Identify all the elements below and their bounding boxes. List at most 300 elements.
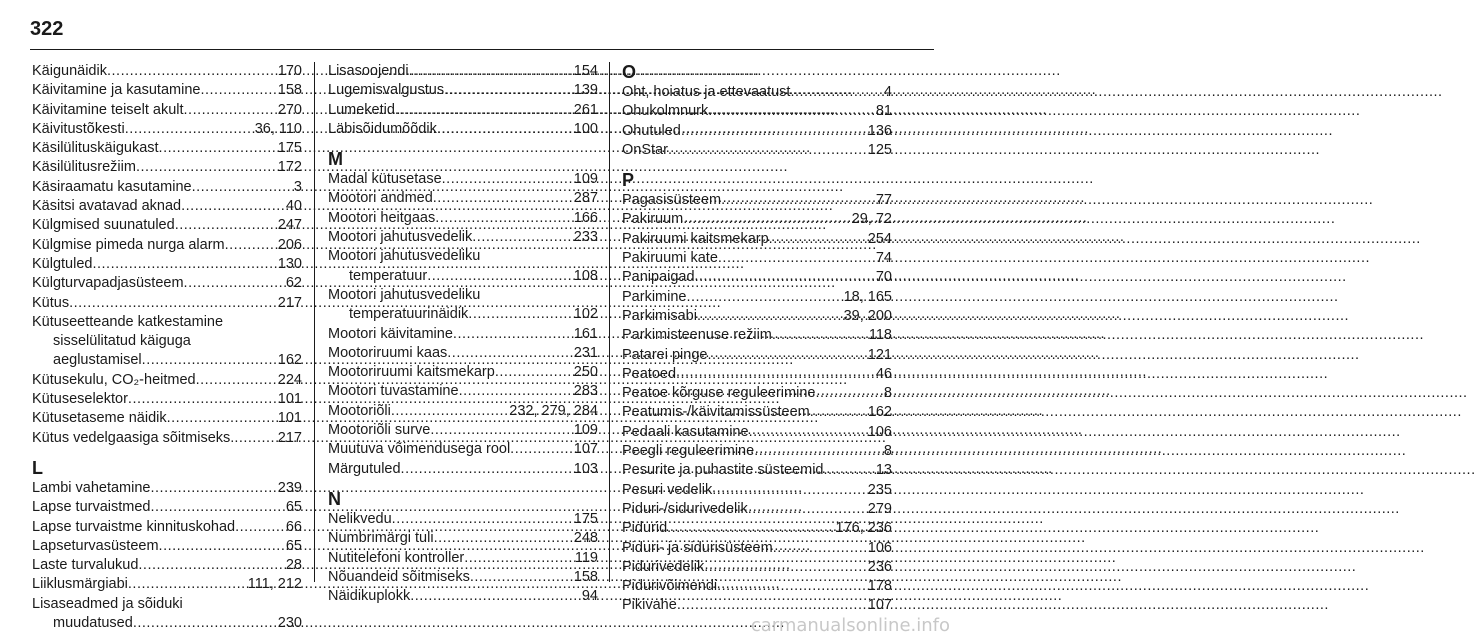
index-entry	[32, 518, 302, 537]
dot-leader	[409, 62, 573, 81]
dot-leader	[453, 325, 573, 344]
dot-leader	[707, 346, 866, 365]
section-letter: N	[328, 488, 341, 509]
entry-page: 118	[868, 327, 892, 344]
dot-leader	[234, 429, 276, 448]
entry-page: 39, 200	[843, 307, 892, 324]
index-entry	[622, 249, 892, 268]
index-entry	[622, 500, 892, 519]
index-entry	[32, 294, 302, 313]
entry-page: 74	[875, 250, 892, 267]
index-entry	[622, 288, 892, 307]
index-entry	[32, 575, 302, 594]
index-entry	[328, 209, 598, 228]
index-entry	[328, 228, 598, 247]
entry-term: Mootori tuvastamine	[328, 383, 459, 400]
dot-leader	[433, 189, 573, 208]
dot-leader	[495, 363, 573, 382]
dot-leader	[697, 307, 843, 326]
entry-term: Patarei pinge	[622, 346, 708, 363]
entry-page: 270	[277, 101, 302, 118]
index-entry	[622, 326, 892, 345]
index-entry	[32, 614, 302, 633]
entry-term: Kütuseetteande katkestamine	[32, 313, 224, 330]
index-entry	[32, 556, 302, 575]
entry-page: 230	[277, 615, 302, 632]
dot-leader	[69, 294, 277, 313]
entry-term: Käsitsi avatavad aknad	[32, 198, 182, 215]
dot-leader	[748, 500, 867, 519]
entry-term: Pikivahe	[622, 597, 677, 614]
dot-leader	[192, 178, 293, 197]
dot-leader	[754, 442, 883, 461]
column-divider	[314, 62, 315, 582]
entry-term: Pidurivõimendi	[622, 578, 718, 595]
entry-term: Liiklusmärgiabi	[32, 576, 128, 593]
entry-term: Käsilülitusrežiim	[32, 159, 136, 176]
index-entry	[622, 403, 892, 422]
dot-leader	[667, 519, 834, 538]
page-number: 322	[30, 18, 64, 40]
entry-page: 109	[573, 171, 598, 188]
entry-page: 235	[867, 481, 892, 498]
entry-page: 81	[875, 103, 892, 120]
dot-leader	[468, 305, 573, 324]
entry-page: 106	[867, 423, 892, 440]
entry-page: 161	[573, 325, 598, 342]
entry-page: 8	[883, 385, 892, 402]
entry-term: Ohutuled	[622, 122, 681, 139]
index-entry	[32, 390, 302, 409]
index-entry	[32, 62, 302, 81]
entry-term: Külgturvapadjasüsteem	[32, 275, 184, 292]
dot-leader	[773, 539, 867, 558]
dot-leader	[472, 228, 573, 247]
entry-page: 125	[867, 141, 892, 158]
index-entry	[328, 286, 598, 305]
index-entry	[32, 216, 302, 235]
dot-leader	[184, 274, 285, 293]
index-entry	[328, 247, 598, 266]
index-entry	[328, 549, 598, 568]
entry-term: Madal kütusetase	[328, 171, 442, 188]
entry-term: Nelikvedu	[328, 510, 392, 527]
entry-page: 239	[277, 479, 302, 496]
dot-leader	[681, 122, 867, 141]
entry-page: 176, 236	[835, 520, 892, 537]
dot-leader	[401, 460, 573, 479]
entry-page: 172	[277, 159, 302, 176]
index-entry	[328, 305, 598, 324]
entry-page: 107	[867, 597, 892, 614]
dot-leader	[749, 423, 867, 442]
index-entry	[328, 402, 598, 421]
entry-term: Lisasoojendi	[328, 63, 409, 79]
entry-page: 236	[867, 558, 892, 575]
entry-term: Külgmise pimeda nurga alarm	[32, 236, 225, 253]
entry-term: Parkimisabi	[622, 307, 697, 324]
index-entry	[328, 120, 598, 139]
entry-page: 121	[867, 346, 892, 363]
index-entry	[622, 539, 892, 558]
index-entry	[32, 429, 302, 448]
dot-leader	[128, 575, 247, 594]
entry-page: 154	[573, 63, 598, 79]
index-entry	[622, 102, 892, 121]
entry-term: Parkimine	[622, 288, 687, 305]
entry-term: Lapse turvaistmed	[32, 499, 151, 516]
dot-leader	[136, 158, 277, 177]
entry-page: 62	[285, 275, 302, 292]
entry-term: Mootori jahutusvedeliku	[328, 286, 481, 303]
entry-term: Peatoe kõrguse reguleerimine	[622, 385, 816, 402]
entry-page: 175	[277, 140, 302, 157]
index-entry	[32, 139, 302, 158]
entry-term: Peatoed	[622, 365, 677, 382]
entry-page: 119	[574, 549, 598, 566]
entry-term: Lumeketid	[328, 101, 395, 118]
entry-term: Pesuri vedelik	[622, 481, 713, 498]
dot-leader	[196, 371, 277, 390]
entry-page: 102	[573, 306, 598, 323]
entry-term: Pesurite ja puhastite süsteemid	[622, 462, 824, 479]
index-entry	[622, 481, 892, 500]
entry-page: 65	[285, 537, 302, 554]
entry-term: Käsiraamatu kasutamine	[32, 178, 192, 195]
index-entry	[32, 120, 302, 139]
dot-leader	[434, 529, 573, 548]
index-entry	[32, 255, 302, 274]
index-entry	[622, 141, 892, 160]
index-entry	[328, 344, 598, 363]
dot-leader	[708, 102, 875, 121]
entry-term: Pidurivedelik	[622, 558, 705, 575]
index-entry	[622, 346, 892, 365]
index-entry	[328, 267, 598, 286]
entry-term: Mootori jahutusvedeliku	[328, 248, 481, 265]
index-entry	[328, 510, 598, 529]
dot-leader	[107, 62, 277, 81]
entry-term: Kütusekulu, CO₂-heitmed	[32, 371, 196, 388]
entry-term: Laste turvalukud	[32, 557, 139, 574]
dot-leader	[815, 384, 882, 403]
entry-term: Panipaigad	[622, 269, 695, 286]
entry-term: Käivitamine ja kasutamine	[32, 82, 201, 99]
index-entry	[32, 236, 302, 255]
index-entry	[622, 191, 892, 210]
entry-page: 217	[277, 429, 302, 446]
entry-page: 247	[277, 217, 302, 234]
entry-term: Pidurid	[622, 520, 668, 537]
dot-leader	[510, 440, 573, 459]
dot-leader	[410, 587, 581, 606]
entry-page: 107	[573, 441, 598, 458]
entry-term: Pakiruum	[622, 211, 684, 228]
entry-page: 162	[867, 404, 892, 421]
index-entry	[32, 595, 302, 614]
entry-page: 287	[573, 190, 598, 207]
dot-leader	[442, 170, 573, 189]
dot-leader	[395, 101, 573, 120]
entry-term: Mootoriõli	[328, 402, 391, 419]
entry-page: 158	[573, 568, 598, 585]
entry-page: 233	[573, 229, 598, 246]
dot-leader	[677, 596, 867, 615]
dot-leader	[430, 421, 572, 440]
entry-term: sisselülitatud käiguga	[53, 333, 191, 350]
entry-page: 4	[883, 84, 892, 100]
section-letter: O	[622, 62, 637, 82]
entry-page: 232, 279, 284	[509, 402, 598, 419]
entry-page: 217	[277, 294, 302, 311]
entry-page: 8	[883, 443, 892, 460]
index-entry	[32, 371, 302, 390]
entry-page: 66	[285, 518, 302, 535]
entry-page: 279	[867, 500, 892, 517]
entry-term: Parkimisteenuse režiim	[622, 327, 772, 344]
entry-term: Näidikuplokk	[328, 588, 411, 605]
entry-page: 136	[867, 122, 892, 139]
entry-page: 18, 165	[843, 288, 892, 305]
index-entry	[32, 101, 302, 120]
entry-page: 36, 110	[254, 120, 302, 137]
entry-term: Külgtuled	[32, 255, 93, 272]
index-entry	[32, 498, 302, 517]
index-entry	[32, 274, 302, 293]
index-entry	[328, 382, 598, 401]
index-entry	[328, 62, 598, 81]
entry-term: Numbrimärgi tuli	[328, 530, 434, 547]
dot-leader	[686, 288, 842, 307]
entry-term: Mootori käivitamine	[328, 325, 453, 342]
index-entry	[32, 479, 302, 498]
dot-leader	[133, 614, 277, 633]
dot-leader	[676, 365, 875, 384]
entry-page: 101	[277, 410, 302, 427]
dot-leader	[159, 537, 285, 556]
entry-page: 13	[875, 462, 892, 479]
entry-term: Pedaali kasutamine	[622, 423, 749, 440]
index-column-1	[32, 62, 302, 633]
index-entry	[328, 325, 598, 344]
dot-leader	[695, 268, 875, 287]
index-entry	[622, 365, 892, 384]
index-entry	[32, 409, 302, 428]
watermark: carmanualsonline.info	[750, 615, 950, 636]
index-column-2	[328, 62, 598, 606]
index-entry	[32, 537, 302, 556]
index-entry	[32, 313, 302, 332]
entry-term: Piduri-/sidurivedelik	[622, 500, 748, 517]
dot-leader	[470, 568, 573, 587]
entry-term: Pagasisüsteem	[622, 192, 722, 209]
index-entry	[32, 178, 302, 197]
section-letter: P	[622, 170, 635, 191]
dot-leader	[810, 403, 867, 422]
entry-term: temperatuurinäidik	[349, 306, 469, 323]
section-letter: L	[32, 457, 43, 478]
entry-term: Käigunäidik	[32, 63, 107, 79]
index-entry	[622, 519, 892, 538]
dot-leader	[181, 197, 285, 216]
dot-leader	[704, 558, 867, 577]
entry-term: Märgutuled	[328, 460, 401, 477]
entry-page: 106	[867, 539, 892, 556]
dot-leader	[464, 549, 574, 568]
entry-term: Ohukolmnurk	[622, 103, 709, 120]
index-entry	[328, 421, 598, 440]
dot-leader	[138, 556, 284, 575]
index-entry	[328, 460, 598, 479]
index-entry	[622, 83, 892, 102]
index-entry	[32, 351, 302, 370]
entry-page: 166	[573, 209, 598, 226]
dot-leader	[769, 230, 867, 249]
dot-leader	[721, 191, 875, 210]
dot-leader	[668, 141, 867, 160]
entry-page: 162	[277, 352, 302, 369]
index-entry	[328, 440, 598, 459]
entry-term: Mootori jahutusvedelik	[328, 229, 473, 246]
dot-leader	[184, 101, 277, 120]
entry-term: Käivitustõkesti	[32, 120, 125, 137]
entry-page: 175	[573, 510, 598, 527]
dot-leader	[175, 216, 277, 235]
index-entry	[622, 122, 892, 141]
entry-term: Külgmised suunatuled	[32, 217, 175, 234]
entry-term: Mootoriruumi kaitsmekarp	[328, 364, 495, 381]
entry-term: Lapse turvaistme kinnituskohad	[32, 518, 236, 535]
index-entry	[622, 442, 892, 461]
dot-leader	[392, 510, 573, 529]
column-divider	[609, 62, 610, 582]
dot-leader	[459, 382, 573, 401]
dot-leader	[142, 351, 277, 370]
index-entry	[622, 461, 892, 480]
entry-term: Mootoriruumi kaas	[328, 344, 448, 361]
index-entry	[328, 170, 598, 189]
dot-leader	[712, 481, 867, 500]
index-entry	[32, 81, 302, 100]
dot-leader	[151, 479, 277, 498]
index-entry	[622, 423, 892, 442]
entry-term: OnStar	[622, 141, 668, 158]
entry-page: 3	[293, 178, 302, 195]
entry-term: Lambi vahetamine	[32, 479, 151, 496]
dot-leader	[824, 461, 875, 480]
index-column-3	[622, 62, 892, 616]
entry-term: Kütus vedelgaasiga sõitmiseks.	[32, 429, 235, 446]
dot-leader	[444, 81, 573, 100]
entry-term: Kütusetaseme näidik	[32, 410, 167, 427]
dot-leader	[790, 83, 882, 102]
entry-term: Lapseturvasüsteem	[32, 537, 159, 554]
index-entry	[328, 568, 598, 587]
index-entry	[622, 577, 892, 596]
dot-leader	[683, 210, 850, 229]
entry-term: Oht, hoiatus ja ettevaatust	[622, 84, 791, 100]
index-entry	[328, 587, 598, 606]
dot-leader	[235, 518, 285, 537]
entry-term: Mootori heitgaas	[328, 209, 436, 226]
dot-leader	[447, 344, 573, 363]
index-entry	[328, 101, 598, 120]
entry-page: 130	[277, 255, 302, 272]
index-entry	[328, 81, 598, 100]
index-entry	[622, 268, 892, 287]
entry-page: 28	[285, 557, 302, 574]
dot-leader	[128, 390, 277, 409]
dot-leader	[717, 577, 867, 596]
entry-page: 206	[277, 236, 302, 253]
entry-page: 111, 212	[247, 576, 302, 593]
entry-page: 178	[867, 578, 892, 595]
entry-page: 46	[875, 365, 892, 382]
entry-page: 261	[573, 101, 598, 118]
entry-page: 65	[285, 499, 302, 516]
index-entry	[622, 210, 892, 229]
entry-term: muudatused	[53, 615, 133, 632]
entry-term: Pakiruumi kaitsmekarp	[622, 230, 769, 247]
dot-leader	[92, 255, 276, 274]
index-entry	[328, 529, 598, 548]
entry-term: Nutitelefoni kontroller	[328, 549, 465, 566]
entry-page: 109	[573, 422, 598, 439]
entry-term: Peatumis-/käivitamissüsteem	[622, 404, 810, 421]
dot-leader	[718, 249, 875, 268]
entry-page: 248	[573, 530, 598, 547]
entry-term: Läbisõidumõõdik	[328, 120, 437, 137]
entry-page: 224	[277, 371, 302, 388]
entry-term: Käivitamine teiselt akult	[32, 101, 184, 118]
entry-page: 108	[573, 267, 598, 284]
entry-page: 283	[573, 383, 598, 400]
entry-term: Nõuandeid sõitmiseks	[328, 568, 470, 585]
entry-term: Kütuseselektor	[32, 391, 128, 408]
entry-page: 101	[277, 391, 302, 408]
entry-term: Piduri- ja sidurisüsteem	[622, 539, 773, 556]
entry-page: 250	[573, 364, 598, 381]
index-entry	[622, 307, 892, 326]
entry-term: Kütus	[32, 294, 70, 311]
section-letter: M	[328, 149, 343, 170]
entry-page: 70	[875, 269, 892, 286]
entry-term: Peegli reguleerimine	[622, 443, 755, 460]
entry-page: 40	[285, 198, 302, 215]
entry-term: Mootori andmed	[328, 190, 433, 207]
dot-leader	[200, 81, 276, 100]
entry-term: Käsilülituskäigukast	[32, 140, 159, 157]
entry-page: 231	[573, 344, 598, 361]
entry-page: 77	[875, 192, 892, 209]
entry-term: aeglustamisel	[53, 352, 142, 369]
index-entry	[32, 332, 302, 351]
dot-leader	[150, 498, 284, 517]
index-entry	[622, 596, 892, 615]
entry-page: 139	[573, 82, 598, 99]
dot-leader	[437, 120, 573, 139]
dot-leader	[225, 236, 277, 255]
entry-term: Lisaseadmed ja sõiduki	[32, 595, 183, 612]
entry-term: Mootoriõli surve	[328, 422, 431, 439]
entry-page: 100	[573, 120, 598, 137]
index-entry	[622, 558, 892, 577]
index-entry	[328, 363, 598, 382]
entry-term: Pakiruumi kate	[622, 250, 718, 267]
dot-leader	[167, 409, 277, 428]
dot-leader	[427, 267, 573, 286]
entry-page: 254	[867, 230, 892, 247]
